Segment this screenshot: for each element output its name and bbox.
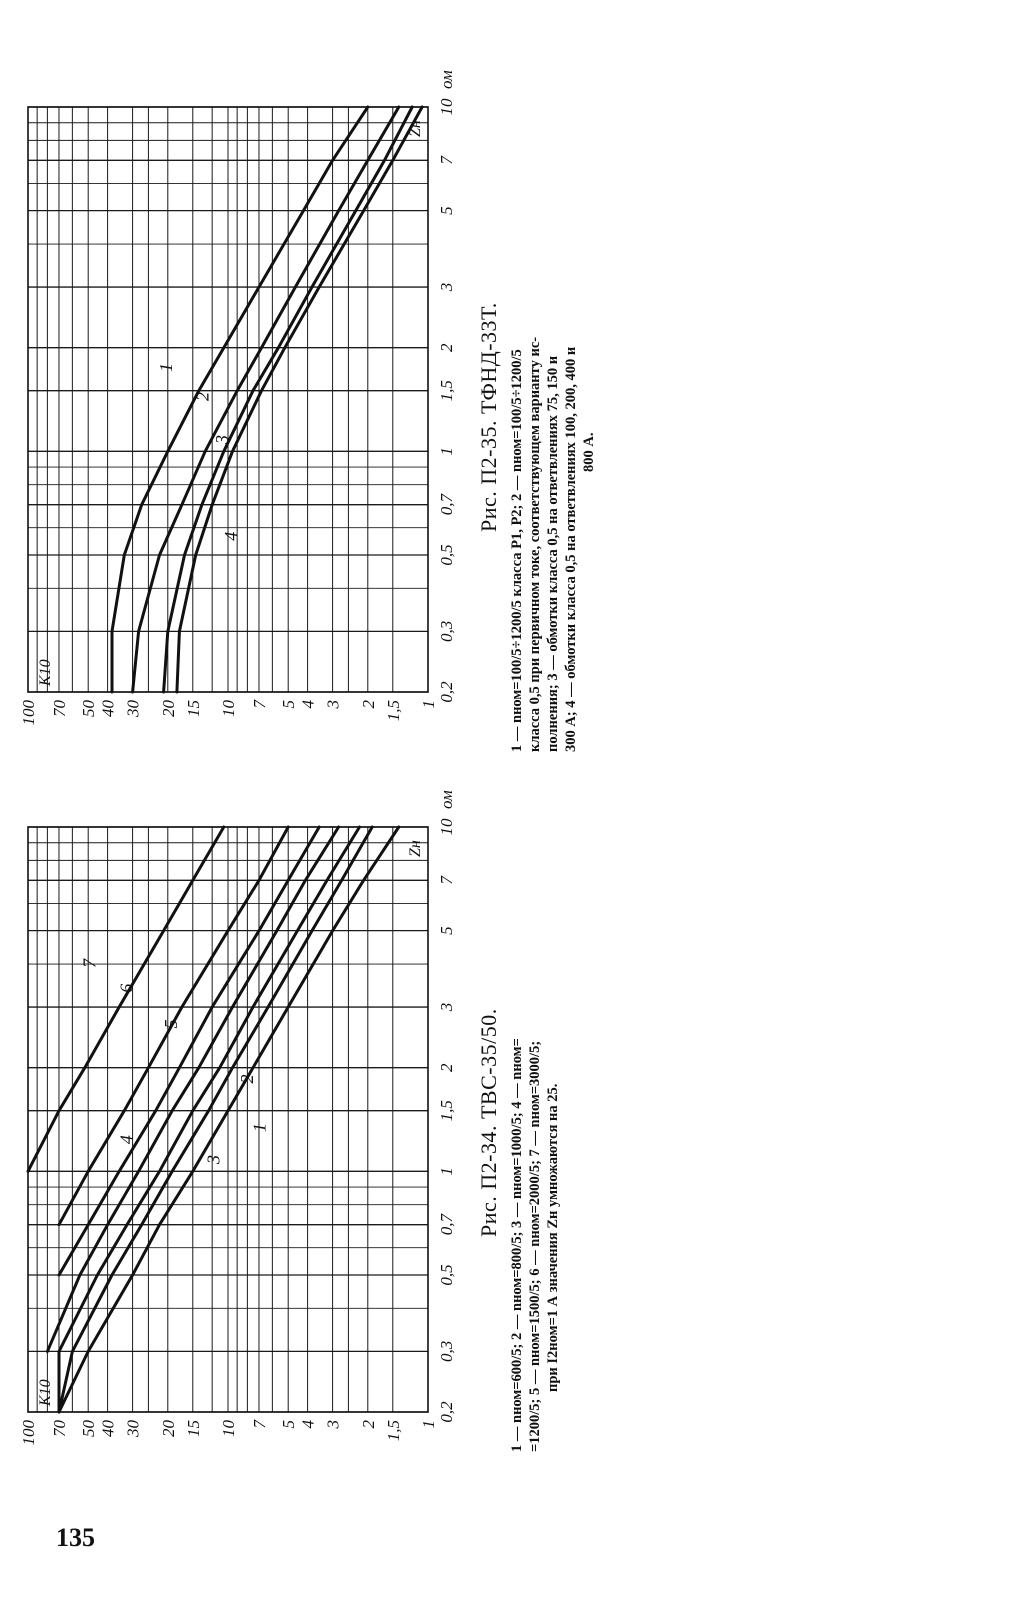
curve-label: 5 [160, 1019, 181, 1029]
y-tick-label: 1,5 [383, 1420, 403, 1442]
x-tick-label: 0,5 [437, 1264, 456, 1286]
x-tick-label: 2 [437, 1063, 456, 1072]
figure-p2-35 [18, 70, 597, 752]
curve-5 [59, 827, 319, 1275]
y-tick-label: 10 [219, 1420, 238, 1437]
x-tick-label: 1 [437, 447, 456, 456]
y-axis-label: K10 [37, 1379, 54, 1406]
chart-p2-34 [18, 790, 473, 1452]
x-tick-label: 5 [437, 206, 456, 215]
x-tick-label: 5 [437, 926, 456, 935]
y-tick-label: 50 [79, 700, 99, 717]
page-number: 135 [56, 1523, 95, 1552]
figure-caption [508, 92, 598, 752]
y-tick-label: 4 [298, 1420, 318, 1429]
curve-label: 4 [116, 1135, 137, 1145]
figure-title: Рис. П2-35. ТФНД-33Т. [476, 302, 501, 532]
caption-line: 800 А. [581, 432, 597, 472]
curve-label: 7 [79, 958, 100, 968]
figure-p2-34 [18, 790, 561, 1452]
x-tick-label: 0,2 [437, 1401, 456, 1423]
x-tick-label: 0,2 [437, 681, 456, 703]
caption-line: =1200/5; 5 — nном=1500/5; 6 — nном=2000/5; 7 — nном=3000/5; [527, 1040, 543, 1452]
y-tick-label: 7 [249, 1420, 269, 1429]
caption-line: при I2ном=1 А значения Zн умножаются на 25. [545, 1083, 561, 1392]
y-tick-label: 100 [19, 1420, 38, 1446]
curve-label: 4 [221, 531, 242, 541]
y-tick-label: 30 [123, 700, 143, 717]
caption-line: 300 А; 4 — обмотки класса 0,5 на ответвлениях 100, 200, 400 и [563, 346, 579, 752]
curve-2 [59, 827, 372, 1412]
y-tick-label: 20 [158, 700, 178, 717]
curve-1 [59, 827, 399, 1412]
x-tick-label: 1,5 [437, 380, 456, 402]
curve-label: 1 [249, 1123, 270, 1133]
curve-label: 1 [156, 362, 177, 372]
y-tick-label: 2 [358, 700, 378, 709]
y-tick-label: 20 [158, 1420, 178, 1437]
y-tick-label: 30 [123, 1420, 143, 1437]
y-tick-label: 7 [249, 700, 269, 709]
caption-line: 1 — nном=100/5÷1200/5 класса Р1, Р2; 2 — nном=100/5÷1200/5 [509, 349, 525, 752]
y-tick-label: 15 [183, 1420, 203, 1437]
y-tick-label: 1,5 [383, 700, 403, 722]
x-unit-label: ом [437, 70, 456, 89]
y-tick-label: 10 [219, 700, 238, 717]
x-tick-label: 10 [437, 818, 456, 836]
curve-4 [177, 107, 422, 692]
y-tick-label: 1 [419, 700, 438, 709]
figure-caption [508, 812, 562, 1452]
curve-7 [28, 827, 224, 1171]
curve-label: 6 [116, 983, 137, 993]
x-tick-label: 10 [437, 98, 456, 116]
y-tick-label: 70 [49, 1420, 69, 1437]
y-tick-label: 40 [98, 1420, 118, 1437]
y-tick-label: 5 [279, 1420, 299, 1429]
curve-label: 3 [212, 435, 232, 445]
x-tick-label: 7 [437, 876, 456, 885]
y-tick-label: 100 [19, 700, 38, 726]
x-tick-label: 3 [437, 1002, 456, 1012]
y-axis-label: K10 [37, 659, 54, 686]
y-tick-label: 70 [49, 700, 69, 717]
y-tick-label: 1 [419, 1420, 438, 1429]
y-tick-label: 5 [279, 700, 299, 709]
x-tick-label: 0,5 [437, 544, 456, 566]
x-tick-label: 2 [437, 343, 456, 352]
caption-line: полнения; 3 — обмотки класса 0,5 на ответвлениях 75, 150 и [545, 355, 561, 752]
curve-1 [112, 107, 368, 692]
x-axis-label: Zн [407, 840, 424, 857]
chart-p2-35 [18, 70, 473, 732]
y-tick-label: 50 [79, 1420, 99, 1437]
x-tick-label: 0,7 [437, 1214, 456, 1236]
curve-label: 2 [192, 392, 213, 402]
x-axis-label: Zн [407, 120, 424, 137]
grid [28, 107, 428, 692]
y-tick-label: 3 [323, 1420, 343, 1429]
x-tick-label: 0,3 [437, 620, 456, 642]
y-tick-label: 40 [98, 700, 118, 717]
x-unit-label: ом [437, 790, 456, 809]
curve-label: 3 [203, 1155, 224, 1165]
x-tick-label: 0,7 [437, 494, 456, 516]
figure-title: Рис. П2-34. ТВС-35/50. [476, 1008, 501, 1237]
y-tick-label: 3 [323, 700, 343, 709]
curve-label: 2 [236, 1074, 257, 1084]
y-tick-label: 4 [298, 700, 318, 709]
y-tick-label: 2 [358, 1420, 378, 1429]
x-tick-label: 1,5 [437, 1100, 456, 1122]
x-tick-label: 1 [437, 1167, 456, 1176]
x-tick-label: 0,3 [437, 1340, 456, 1362]
y-tick-label: 15 [183, 700, 203, 717]
caption-line: класса 0,5 при первичном токе, соответствующем варианту ис- [527, 336, 543, 752]
caption-line: 1 — nном=600/5; 2 — nном=800/5; 3 — nном=1000/5; 4 — nном= [509, 1038, 525, 1452]
x-tick-label: 3 [437, 282, 456, 292]
x-tick-label: 7 [437, 156, 456, 165]
